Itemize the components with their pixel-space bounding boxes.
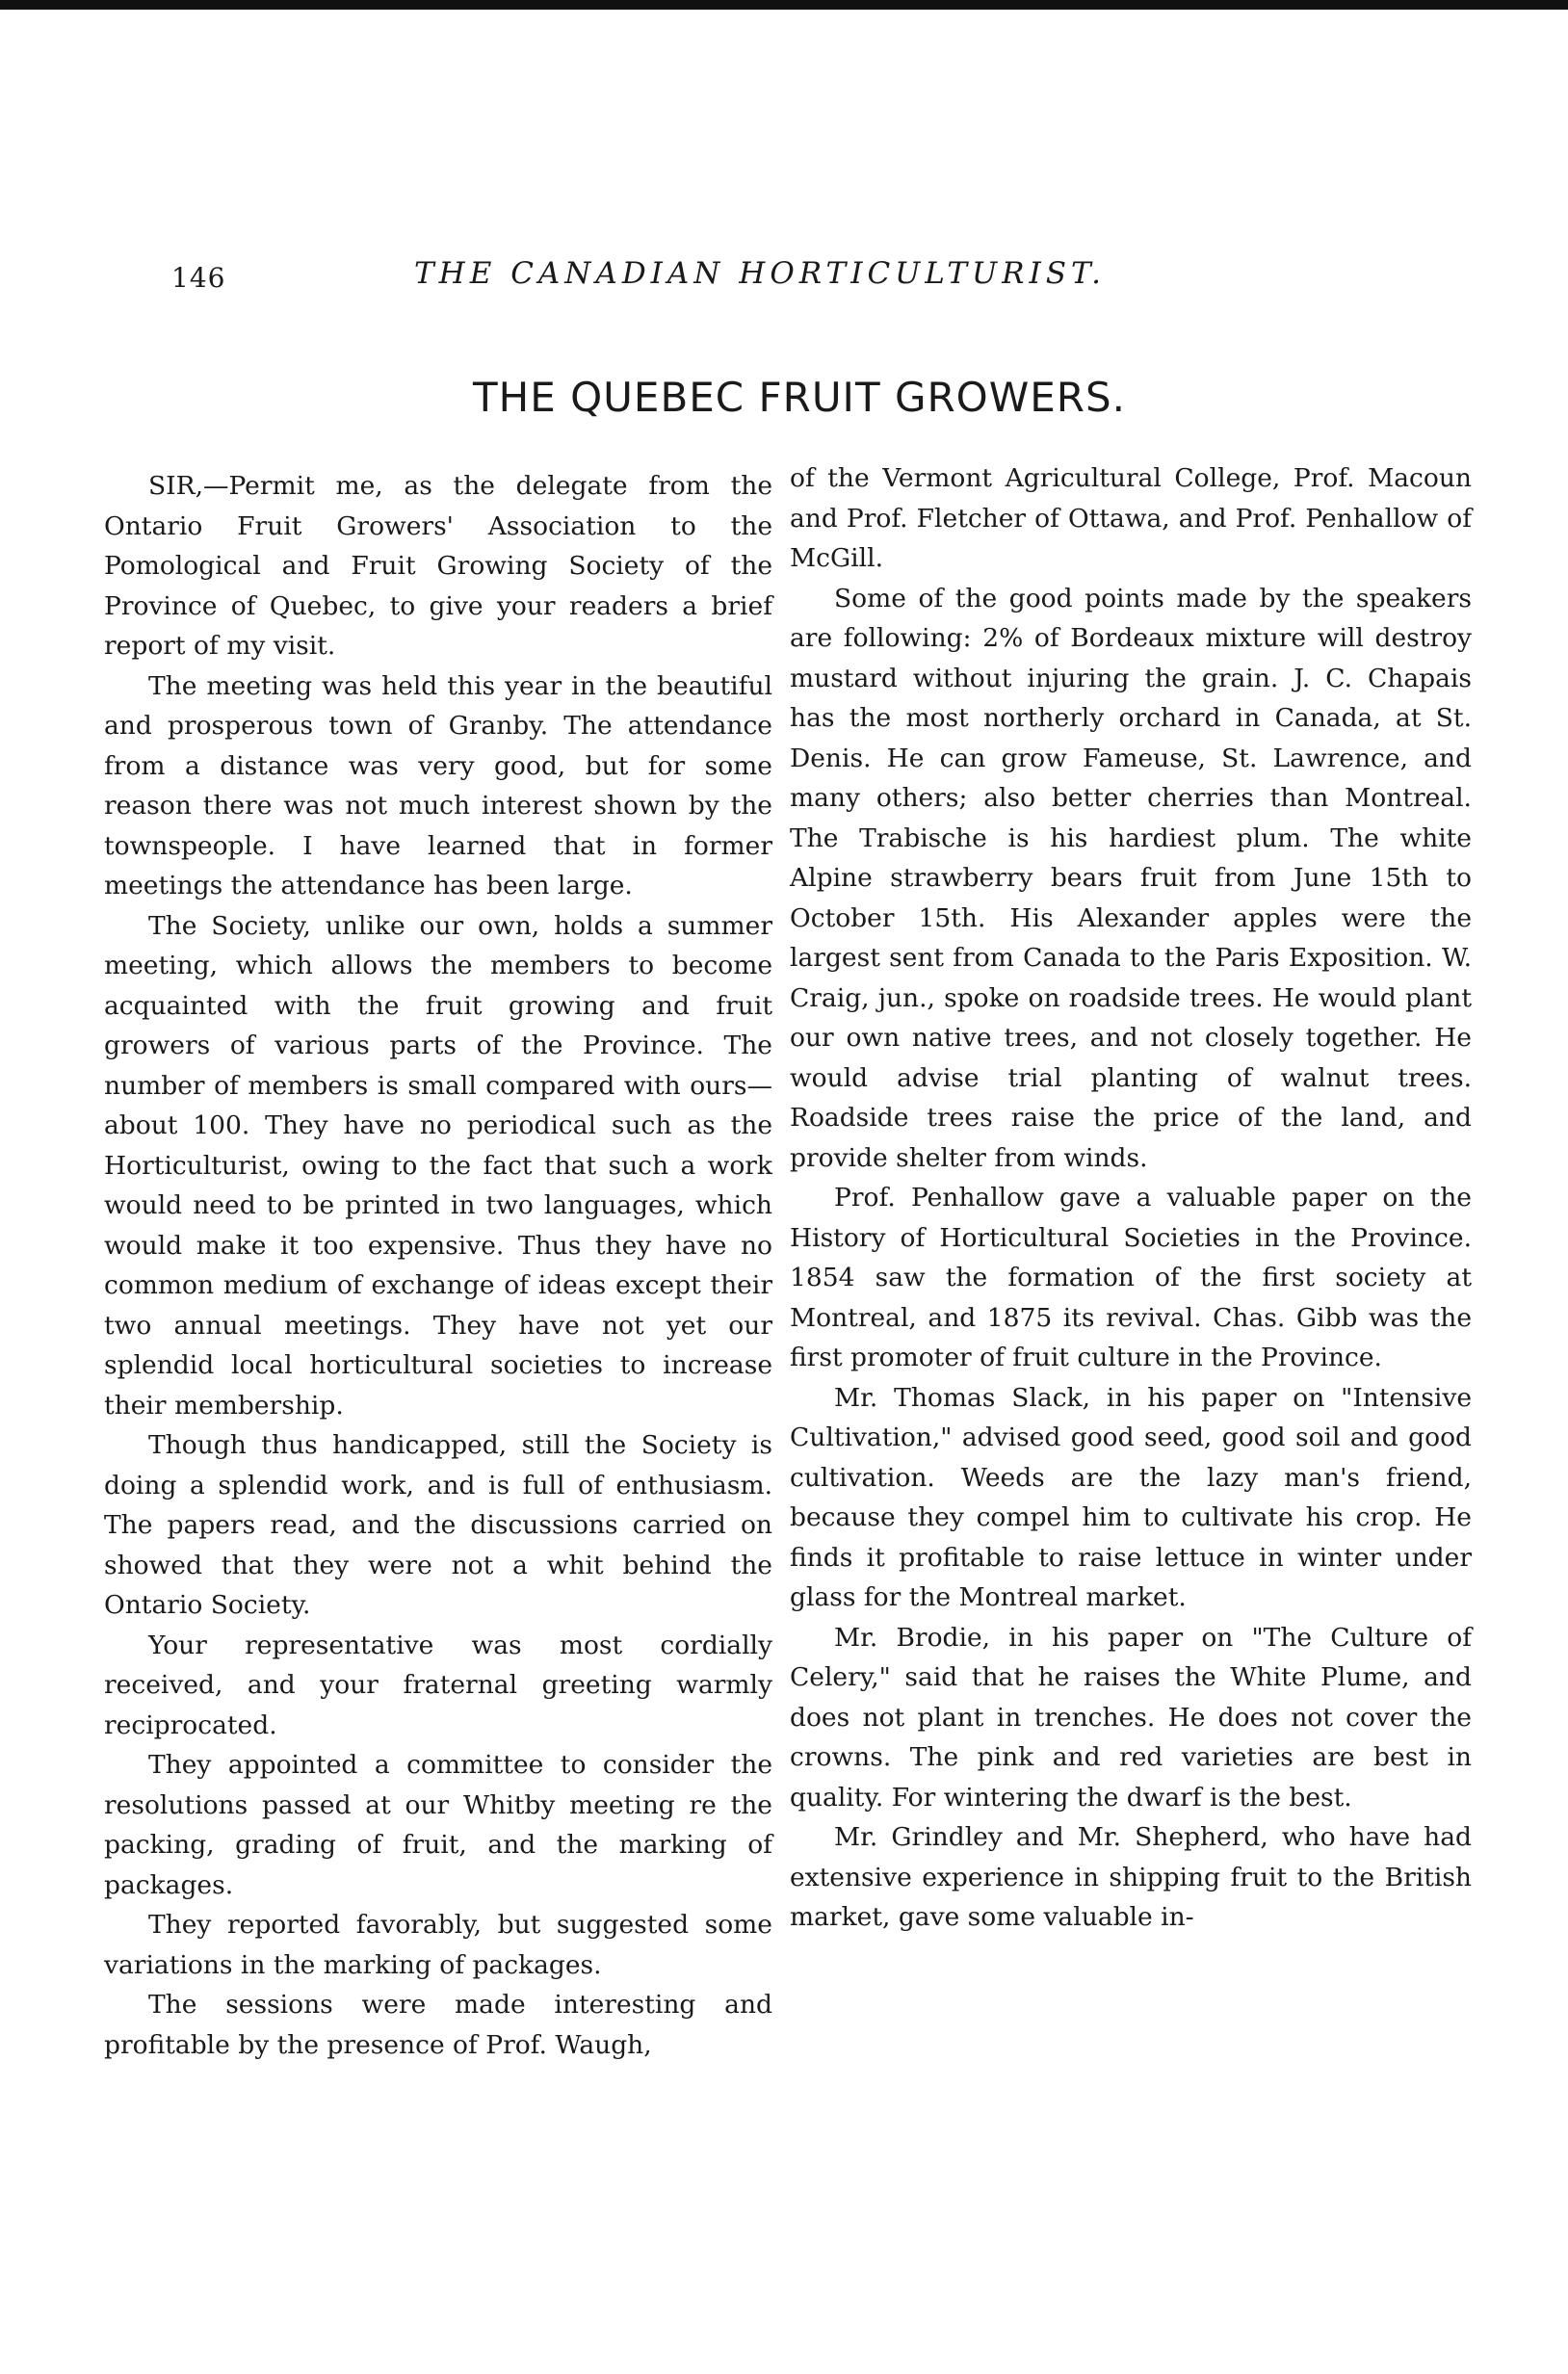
paragraph: Mr. Grindley and Mr. Shepherd, who have had extensive experience in shipping fruit to the British market, gave some valuable in- — [790, 1822, 1472, 1932]
top-border-rule — [0, 0, 1568, 10]
paragraph: The sessions were made interesting and profitable by the presence of Prof. Waugh, — [104, 1990, 772, 2060]
paragraph: of the Vermont Agricultural College, Prof. Macoun and Prof. Fletcher of Ottawa, and Prof. Penhallow of McGill. — [790, 463, 1472, 573]
paragraph: Mr. Thomas Slack, in his paper on "Intensive Cultivation," advised good seed, good soil and good cultivation. Weeds are the lazy man's friend, because they compel him to cultivate his crop. He finds it profitable to raise lettuce in winter under glass for the Montreal market. — [790, 1382, 1472, 1612]
running-head: THE CANADIAN HORTICULTURIST. — [414, 256, 1106, 291]
paragraph: Mr. Brodie, in his paper on "The Culture of Celery," said that he raises the White Plume, and does not plant in trenches. He does not cover the crowns. The pink and red varieties are best in quality. For wintering the dwarf is the best. — [790, 1622, 1472, 1813]
paragraph: The Society, unlike our own, holds a summer meeting, which allows the members to become acquainted with the fruit growing and fruit growers of various parts of the Province. The number of members is small compared with ours—about 100. They have no periodical such as the Horticulturist, owing to the fact that such a work would need to be printed in two languages, which would make it too expensive. Thus they have no common medium of exchange of ideas except their two annual meetings. They have not yet our splendid local horticultural societies to increase their membership. — [104, 910, 772, 1421]
paragraph: Prof. Penhallow gave a valuable paper on the History of Horticultural Societies in the Province. 1854 saw the formation of the first society at Montreal, and 1875 its revival. Chas. Gibb was the first promoter of fruit culture in the Province. — [790, 1183, 1472, 1372]
right-column — [790, 458, 1472, 1938]
paragraph: SIR,—Permit me, as the delegate from the Ontario Fruit Growers' Association to the Pomological and Fruit Growing Society of the Province of Quebec, to give your readers a brief report of my visit. — [104, 471, 772, 661]
paragraph: Your representative was most cordially received, and your fraternal greeting warmly reciprocated. — [104, 1630, 772, 1740]
paragraph: They reported favorably, but suggested some variations in the marking of packages. — [104, 1910, 772, 1980]
article-title: THE QUEBEC FRUIT GROWERS. — [472, 374, 1126, 421]
paragraph: Some of the good points made by the speakers are following: 2% of Bordeaux mixture will destroy mustard without injuring the grain. J. C. Chapais has the most northerly orchard in Canada, at St. Denis. He can grow Fameuse, St. Lawrence, and many others; also better cherries than Montreal. The Trabische is his hardiest plum. The white Alpine strawberry bears fruit from June 15th to October 15th. His Alexander apples were the largest sent from Canada to the Paris Exposition. W. Craig, jun., spoke on roadside trees. He would plant our own native trees, and not closely together. He would advise trial planting of walnut trees. Roadside trees raise the price of the land, and provide shelter from winds. — [790, 583, 1472, 1173]
page-number: 146 — [171, 262, 226, 294]
paragraph: Though thus handicapped, still the Society is doing a splendid work, and is full of enthusiasm. The papers read, and the discussions carried on showed that they were not a whit behind the Ontario Society. — [104, 1430, 772, 1620]
left-column — [104, 466, 772, 2065]
paragraph: The meeting was held this year in the beautiful and prosperous town of Granby. The attendance from a distance was very good, but for some reason there was not much interest shown by the townspeople. I have learned that in former meetings the attendance has been large. — [104, 670, 772, 900]
paragraph: They appointed a committee to consider the resolutions passed at our Whitby meeting re the packing, grading of fruit, and the marking of packages. — [104, 1750, 772, 1900]
